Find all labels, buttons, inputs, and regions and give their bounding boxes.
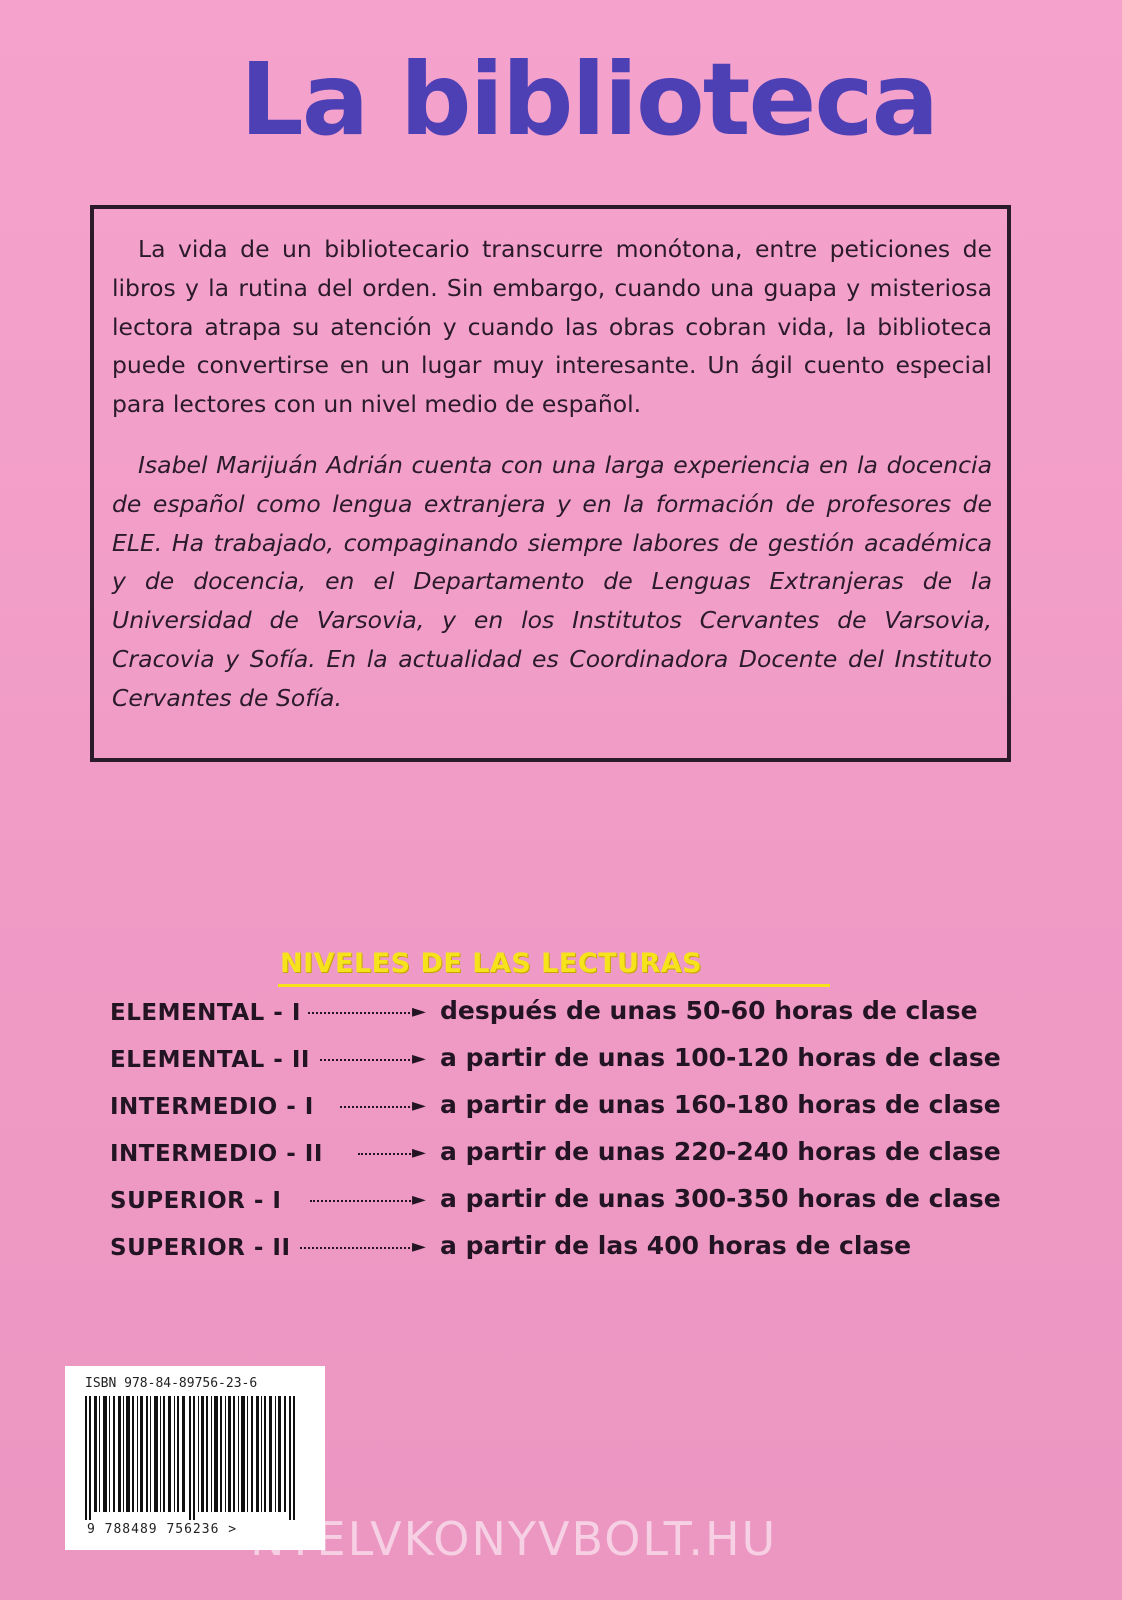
level-description: después de unas 50-60 horas de clase [440, 996, 978, 1025]
level-name: ELEMENTAL - II [110, 1047, 310, 1073]
book-title: La biblioteca [240, 41, 938, 158]
dotted-leader [340, 1106, 414, 1108]
level-row [110, 1231, 1010, 1271]
level-name: ELEMENTAL - I [110, 1000, 301, 1026]
dotted-leader [320, 1059, 414, 1061]
level-row [110, 1137, 1010, 1177]
barcode-digits: 9 788489 756236 > [87, 1522, 238, 1537]
level-row [110, 1184, 1010, 1224]
level-description: a partir de unas 300-350 horas de clase [440, 1184, 1001, 1213]
level-description: a partir de unas 160-180 horas de clase [440, 1090, 1001, 1119]
level-description: a partir de unas 220-240 horas de clase [440, 1137, 1001, 1166]
author-bio-text: Isabel Marijuán Adrián cuenta con una larga experiencia en la docencia de español como lengua extranjera y en la formación de profesores de ELE. Ha trabajado, compaginando siempre labores de gestión académica y de docencia, en el Departamento de Lenguas Extranjeras de la Universidad de Varsovia, y en los Institutos Cervantes de Varsovia, Cracovia y Sofía. En la actualidad es Coordinadora Docente del Instituto Cervantes de Sofía. [112, 451, 992, 712]
levels-heading: NIVELES DE LAS LECTURAS [280, 948, 703, 979]
arrow-right-icon: ► [412, 1095, 426, 1116]
level-row [110, 1090, 1010, 1130]
level-name: INTERMEDIO - I [110, 1094, 314, 1120]
level-description: a partir de las 400 horas de clase [440, 1231, 912, 1260]
level-name: INTERMEDIO - II [110, 1141, 323, 1167]
arrow-right-icon: ► [412, 1001, 426, 1022]
arrow-right-icon: ► [412, 1142, 426, 1163]
arrow-right-icon: ► [412, 1236, 426, 1257]
level-description: a partir de unas 100-120 horas de clase [440, 1043, 1001, 1072]
level-name: SUPERIOR - II [110, 1235, 291, 1261]
description-box [90, 205, 1011, 762]
watermark-text: NYELVKONYVBOLT.HU [250, 1512, 778, 1566]
isbn-number: ISBN 978-84-89756-23-6 [85, 1376, 258, 1391]
level-row [110, 996, 1010, 1036]
barcode-image [85, 1396, 305, 1520]
dotted-leader [308, 1012, 414, 1014]
synopsis-text: La vida de un bibliotecario transcurre monótona, entre peticiones de libros y la rutina del orden. Sin embargo, cuando una guapa y misteriosa lectora atrapa su atención y cuando las obras cobran vida, la biblioteca puede convertirse en un lugar muy interesante. Un ágil cuento especial para lectores con un nivel medio de español. [112, 235, 992, 419]
level-row [110, 1043, 1010, 1083]
levels-heading-underline [278, 984, 830, 987]
arrow-right-icon: ► [412, 1048, 426, 1069]
level-name: SUPERIOR - I [110, 1188, 282, 1214]
dotted-leader [358, 1153, 414, 1155]
arrow-right-icon: ► [412, 1189, 426, 1210]
dotted-leader [300, 1247, 414, 1249]
dotted-leader [310, 1200, 414, 1202]
